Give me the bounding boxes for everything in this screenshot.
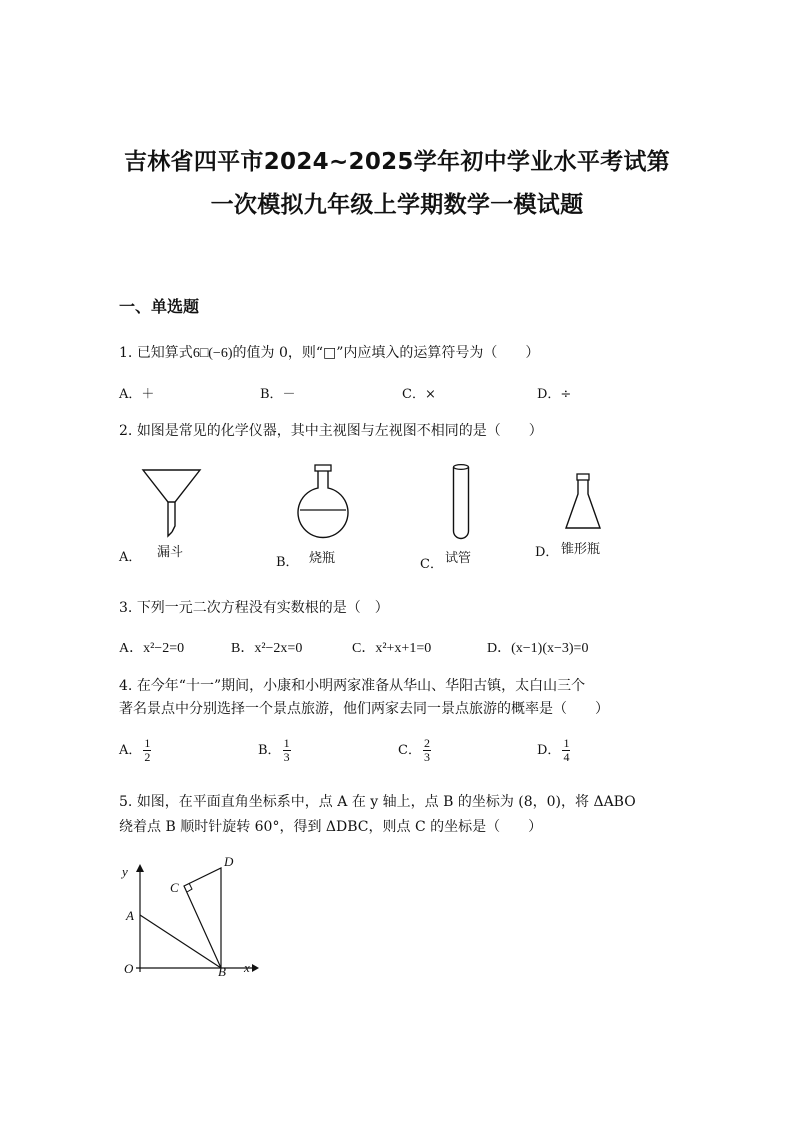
- fraction-denominator: 4: [563, 750, 570, 764]
- option-c[interactable]: C．×: [402, 387, 436, 402]
- option-d[interactable]: [537, 737, 570, 764]
- option-letter: B．: [258, 743, 281, 758]
- question-5-line-1: [119, 791, 636, 811]
- option-b-label: 烧瓶: [309, 551, 336, 566]
- question-text: 如图是常见的化学仪器，其中主视图与左视图不相同的是（ ）: [136, 423, 543, 439]
- x-axis-arrow: [252, 964, 259, 972]
- fraction: [423, 737, 431, 764]
- coordinate-figure: [118, 852, 268, 982]
- question-4-line-2: 著名景点中分别选择一个景点旅游，他们两家去同一景点旅游的概率是（ ）: [119, 701, 609, 717]
- label-c: C: [170, 880, 179, 895]
- y-axis-arrow: [136, 864, 144, 872]
- fraction-denominator: 3: [423, 750, 430, 764]
- option-a[interactable]: A．x²−2=0: [119, 641, 185, 656]
- question-5-line-2: 绕着点 B 顺时针旋转 60°，得到 ΔDBC，则点 C 的坐标是（ ）: [119, 819, 543, 835]
- option-letter: D．: [537, 743, 561, 758]
- fraction-numerator: 1: [144, 736, 151, 750]
- page-title-line-2: 一次模拟九年级上学期数学一模试题: [210, 192, 584, 218]
- question-4-line-1: [119, 675, 585, 695]
- label-a: A: [126, 908, 134, 923]
- question-text: 如图，在平面直角坐标系中，点 A 在 y 轴上，点 B 的坐标为 (8，0)，将 ΔABO: [136, 794, 636, 810]
- label-y: y: [122, 864, 128, 879]
- fraction: [283, 737, 291, 764]
- option-c[interactable]: C．x²+x+1=0: [352, 641, 432, 656]
- question-text: 已知算式: [136, 345, 193, 361]
- page-title-line-1: 吉林省四平市2024~2025学年初中学业水平考试第: [123, 149, 671, 175]
- option-letter: B．: [276, 555, 299, 570]
- option-c[interactable]: [420, 553, 443, 572]
- option-d-label: 锥形瓶: [561, 542, 601, 557]
- option-letter: A．: [119, 743, 142, 758]
- label-o: O: [124, 961, 134, 976]
- option-b[interactable]: B．x²−2x=0: [231, 641, 303, 656]
- fraction-denominator: 3: [283, 750, 290, 764]
- fraction-denominator: 2: [144, 750, 151, 764]
- fraction-numerator: 2: [423, 736, 430, 750]
- option-a[interactable]: A．＋: [119, 387, 155, 402]
- option-b[interactable]: [276, 551, 299, 570]
- option-a-label: 漏斗: [157, 545, 184, 560]
- fraction: [562, 737, 570, 764]
- option-letter: A．: [119, 550, 142, 565]
- option-b[interactable]: B．－: [260, 387, 296, 402]
- question-3: [119, 597, 389, 617]
- option-c-label: 试管: [445, 551, 472, 566]
- option-letter: D．: [535, 545, 559, 560]
- fraction: [143, 737, 151, 764]
- question-number: 4.: [119, 678, 133, 694]
- question-text: 的值为 0，则“□”内应填入的运算符号为（ ）: [232, 345, 540, 361]
- question-number: 3.: [119, 600, 133, 616]
- flask-figure: [296, 462, 358, 542]
- option-d[interactable]: D．÷: [537, 387, 572, 402]
- option-letter: C．: [420, 557, 443, 572]
- fraction-numerator: 1: [283, 736, 290, 750]
- label-b: B: [218, 964, 226, 979]
- label-x: x: [244, 960, 250, 975]
- label-d: D: [224, 854, 234, 869]
- option-c[interactable]: [398, 737, 431, 764]
- question-1: [119, 342, 539, 362]
- option-d[interactable]: D．(x−1)(x−3)=0: [487, 641, 589, 656]
- question-number: 5.: [119, 794, 133, 810]
- option-a[interactable]: [119, 737, 151, 764]
- question-number: 1.: [119, 345, 133, 361]
- question-text: 在今年“十一”期间，小康和小明两家准备从华山、华阳古镇，太白山三个: [136, 678, 586, 694]
- option-b[interactable]: [258, 737, 291, 764]
- option-letter: C．: [398, 743, 421, 758]
- section-heading: 一、单选题: [119, 297, 200, 316]
- funnel-figure: [140, 466, 206, 540]
- math-expression: 6□(−6): [192, 346, 233, 361]
- question-number: 2.: [119, 423, 133, 439]
- conical-flask-figure: [562, 472, 608, 534]
- option-a[interactable]: [119, 546, 141, 565]
- test-tube-figure: [446, 462, 476, 542]
- fraction-numerator: 1: [563, 736, 570, 750]
- option-d[interactable]: [535, 541, 558, 560]
- question-text: 下列一元二次方程没有实数根的是（ ）: [136, 600, 389, 616]
- question-2: [119, 420, 543, 440]
